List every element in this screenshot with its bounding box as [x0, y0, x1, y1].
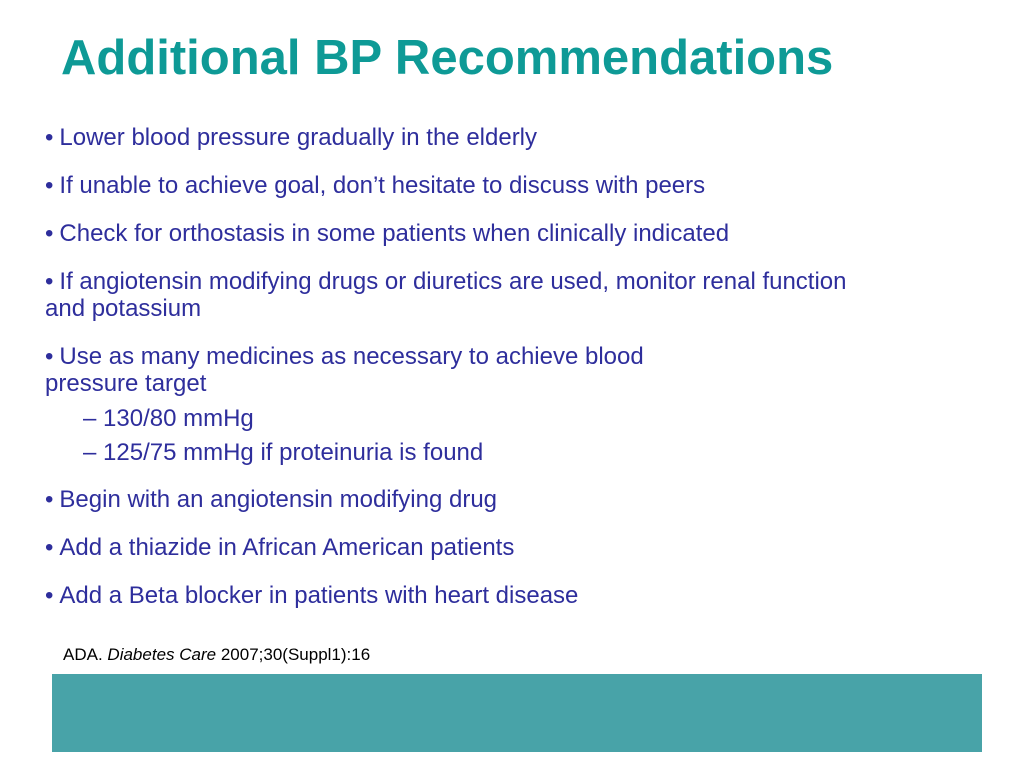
bullet-icon: • — [45, 172, 54, 199]
dash-icon: – — [83, 439, 97, 466]
bullet-icon: • — [45, 124, 54, 151]
bullet-item — [45, 124, 537, 151]
bullet-item — [45, 343, 644, 370]
bullet-icon: • — [45, 220, 54, 247]
slide-title: Additional BP Recommendations — [61, 31, 834, 85]
bullet-item — [45, 268, 847, 295]
bullet-icon: • — [45, 343, 54, 370]
bullet-continuation: pressure target — [45, 370, 207, 397]
bullet-text: Add a Beta blocker in patients with heart disease — [59, 582, 579, 609]
bullet-icon: • — [45, 582, 54, 609]
bullet-item — [45, 172, 705, 199]
citation — [63, 645, 370, 665]
bullet-item — [45, 582, 578, 609]
bullet-text: Begin with an angiotensin modifying drug — [59, 486, 498, 513]
bullet-text: Use as many medicines as necessary to achieve blood — [59, 343, 644, 370]
bullet-continuation: and potassium — [45, 295, 202, 322]
citation-author: ADA. — [63, 645, 103, 664]
bullet-text: Check for orthostasis in some patients when clinically indicated — [59, 220, 730, 247]
sub-bullet-text: 125/75 mmHg if proteinuria is found — [103, 439, 484, 466]
citation-journal: Diabetes Care — [107, 645, 217, 664]
dash-icon: – — [83, 405, 97, 432]
bullet-icon: • — [45, 486, 54, 513]
bullet-item — [45, 486, 497, 513]
bullet-item — [45, 534, 514, 561]
bullet-text: Lower blood pressure gradually in the elderly — [59, 124, 538, 151]
sub-bullet-item — [83, 405, 254, 432]
citation-ref: 2007;30(Suppl1):16 — [220, 645, 371, 664]
bullet-text: If unable to achieve goal, don’t hesitate to discuss with peers — [59, 172, 706, 199]
bullet-text: Add a thiazide in African American patients — [59, 534, 515, 561]
footer-band — [52, 674, 982, 752]
bullet-item — [45, 220, 729, 247]
sub-bullet-text: 130/80 mmHg — [103, 405, 254, 432]
bullet-text: If angiotensin modifying drugs or diuretics are used, monitor renal function — [59, 268, 847, 295]
bullet-icon: • — [45, 534, 54, 561]
sub-bullet-item — [83, 439, 483, 466]
bullet-icon: • — [45, 268, 54, 295]
